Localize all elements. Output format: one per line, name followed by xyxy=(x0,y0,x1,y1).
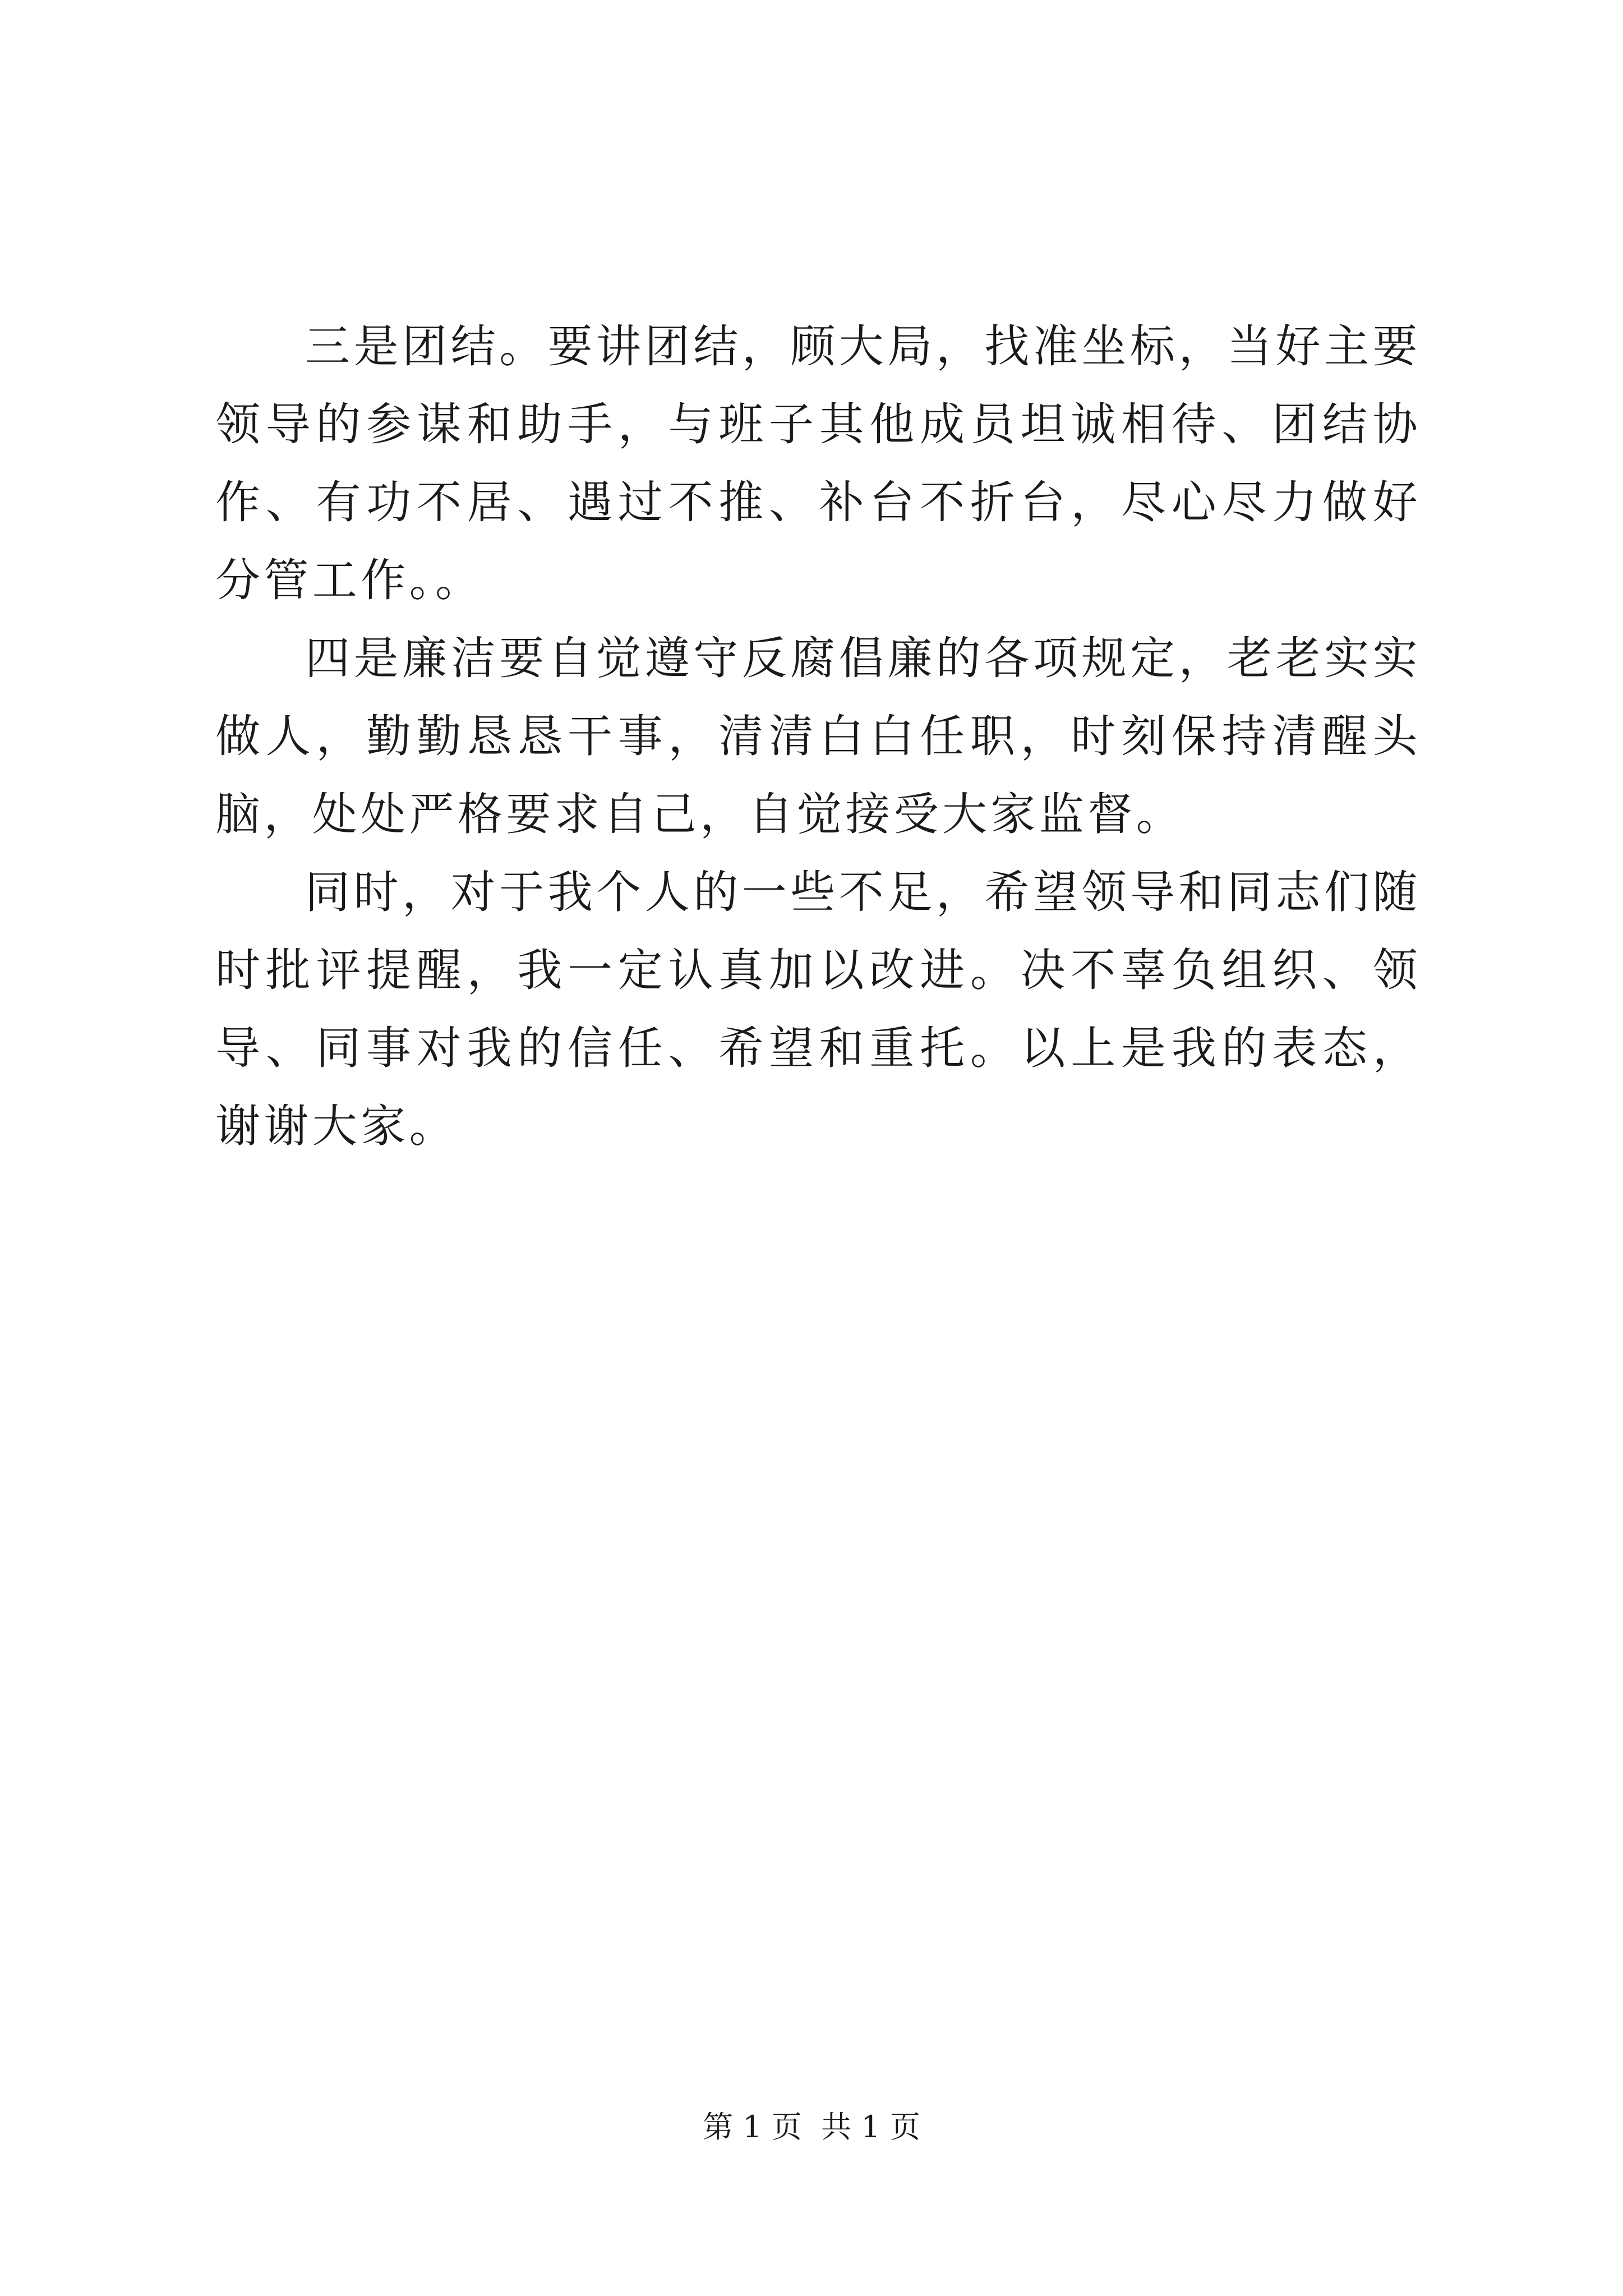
paragraph-unity: 三是团结。要讲团结，顾大局，找准坐标，当好主要领导的参谋和助手，与班子其他成员坦诚相待、团结协作、有功不居、遇过不推、补台不折台，尽心尽力做好分管工作。。 xyxy=(215,320,1421,606)
page-number-footer: 第 1 页 共 1 页 xyxy=(703,2109,920,2145)
document-body xyxy=(215,307,1421,1165)
paragraph-closing: 同时，对于我个人的一些不足，希望领导和同志们随时批评提醒，我一定认真加以改进。决不辜负组织、领导、同事对我的信任、希望和重托。以上是我的表态，谢谢大家。 xyxy=(215,866,1421,1152)
paragraph-integrity: 四是廉洁要自觉遵守反腐倡廉的各项规定，老老实实做人，勤勤恳恳干事，清清白白任职，时刻保持清醒头脑，处处严格要求自己，自觉接受大家监督。 xyxy=(215,632,1421,840)
